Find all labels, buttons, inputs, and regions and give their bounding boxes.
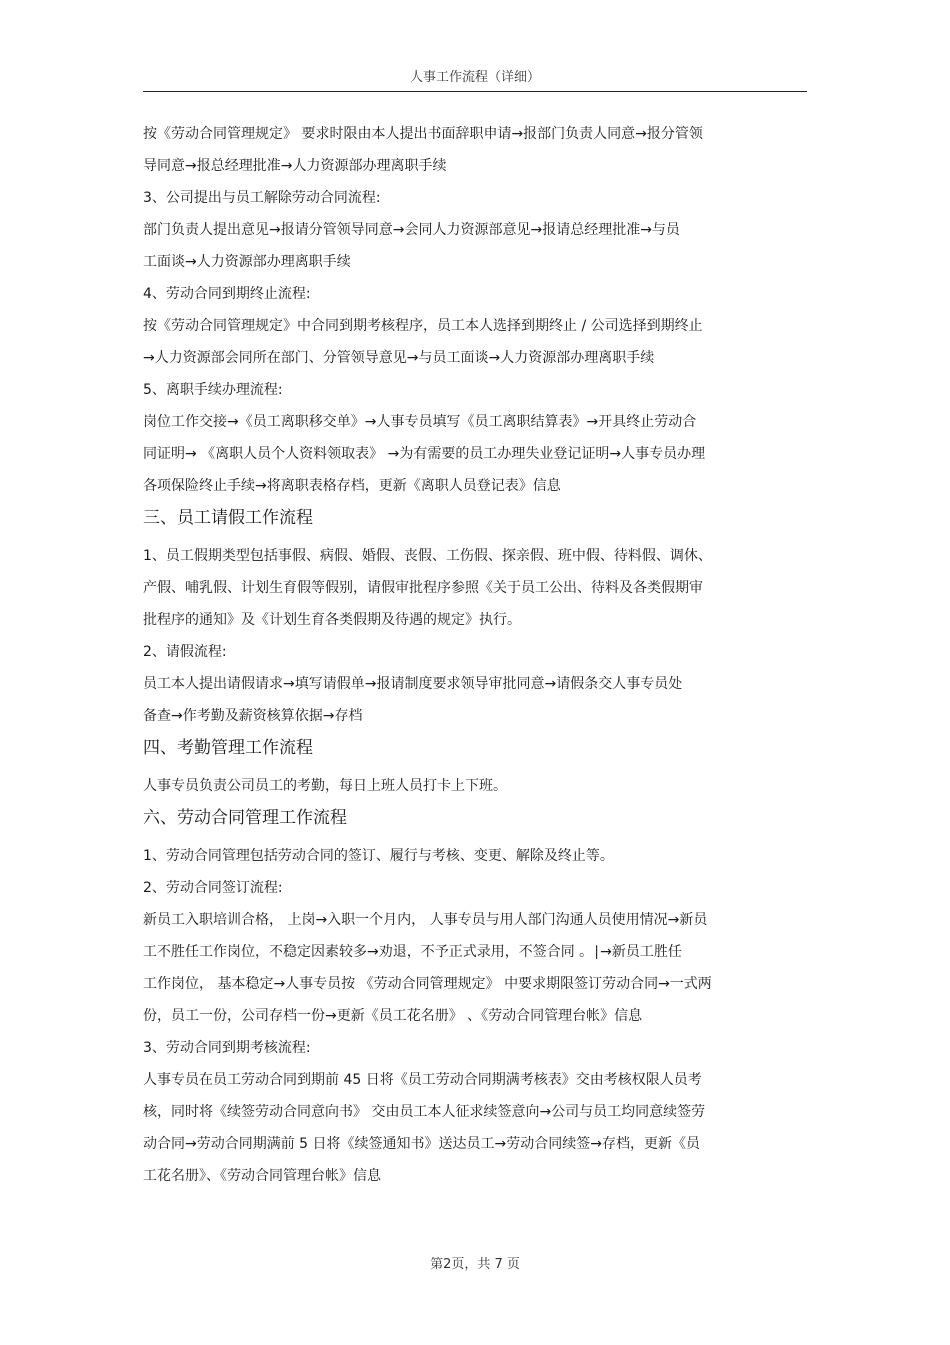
paragraph-line: 动合同→劳动合同期满前 5 日将《续签通知书》送达员工→劳动合同续签→存档，更新《员 [143,1136,700,1152]
paragraph-line: 按《劳动合同管理规定》中合同到期考核程序，员工本人选择到期终止 / 公司选择到期终止 [143,318,703,334]
list-item: 2、劳动合同签订流程: [143,880,283,896]
paragraph-line: 导同意→报总经理批准→人力资源部办理离职手续 [143,158,447,174]
paragraph-line: 各项保险终止手续→将离职表格存档，更新《离职人员登记表》信息 [143,478,561,494]
paragraph-line: 份，员工一份，公司存档一份→更新《员工花名册》 、《劳动合同管理台帐》信息 [143,1008,643,1024]
paragraph-line: 岗位工作交接→《员工离职移交单》→人事专员填写《员工离职结算表》→开具终止劳动合 [143,414,697,430]
list-item: 1、员工假期类型包括事假、病假、婚假、丧假、工伤假、探亲假、班中假、待料假、调休、 [143,548,712,564]
section-heading-attendance: 四、考勤管理工作流程 [143,738,313,758]
paragraph-line: 批程序的通知》及《计划生育各类假期及待遇的规定》执行。 [143,612,521,628]
page-header: 人事工作流程（详细） [409,70,540,85]
paragraph-line: 按《劳动合同管理规定》 要求时限由本人提出书面辞职申请→报部门负责人同意→报分管领 [143,126,703,142]
paragraph-line: 员工本人提出请假请求→填写请假单→报请制度要求领导审批同意→请假条交人事专员处 [143,676,683,692]
paragraph-line: →人力资源部会同所在部门、分管领导意见→与员工面谈→人力资源部办理离职手续 [143,350,655,366]
list-item: 1、劳动合同管理包括劳动合同的签订、履行与考核、变更、解除及终止等。 [143,848,614,864]
document-body [143,118,808,1192]
list-item: 5、离职手续办理流程: [143,382,283,398]
paragraph-line: 备查→作考勤及薪资核算依据→存档 [143,708,363,724]
paragraph-line: 部门负责人提出意见→报请分管领导同意→会同人力资源部意见→报请总经理批准→与员 [143,222,680,238]
paragraph-line: 人事专员在员工劳动合同到期前 45 日将《员工劳动合同期满考核表》交由考核权限人员考 [143,1072,702,1088]
paragraph-line: 新员工入职培训合格， 上岗→入职一个月内， 人事专员与用人部门沟通人员使用情况→新员 [143,912,708,928]
list-item: 3、劳动合同到期考核流程: [143,1040,311,1056]
paragraph-line: 工作岗位， 基本稳定→人事专员按 《劳动合同管理规定》 中要求期限签订劳动合同→一式两 [143,976,712,992]
paragraph-line: 工面谈→人力资源部办理离职手续 [143,254,351,270]
list-item: 2、请假流程: [143,644,227,660]
paragraph-line: 同证明→ 《离职人员个人资料领取表》 →为有需要的员工办理失业登记证明→人事专员办理 [143,446,706,462]
paragraph-line: 产假、哺乳假、计划生育假等假别，请假审批程序参照《关于员工公出、待料及各类假期审 [143,580,703,596]
header-divider [143,91,807,92]
list-item: 4、劳动合同到期终止流程: [143,286,311,302]
section-heading-leave: 三、员工请假工作流程 [143,508,313,528]
section-heading-contract: 六、劳动合同管理工作流程 [143,808,347,828]
paragraph-line: 核，同时将《续签劳动合同意向书》 交由员工本人征求续签意向→公司与员工均同意续签劳 [143,1104,706,1120]
page-number: 第2页，共 7 页 [430,1257,520,1272]
paragraph-line: 工花名册》、《劳动合同管理台帐》信息 [143,1168,381,1184]
list-item: 3、公司提出与员工解除劳动合同流程: [143,190,381,206]
paragraph-line: 人事专员负责公司员工的考勤，每日上班人员打卡上下班。 [143,778,507,794]
paragraph-line: 工不胜任工作岗位，不稳定因素较多→劝退，不予正式录用，不签合同 。∣→新员工胜任 [143,944,682,960]
